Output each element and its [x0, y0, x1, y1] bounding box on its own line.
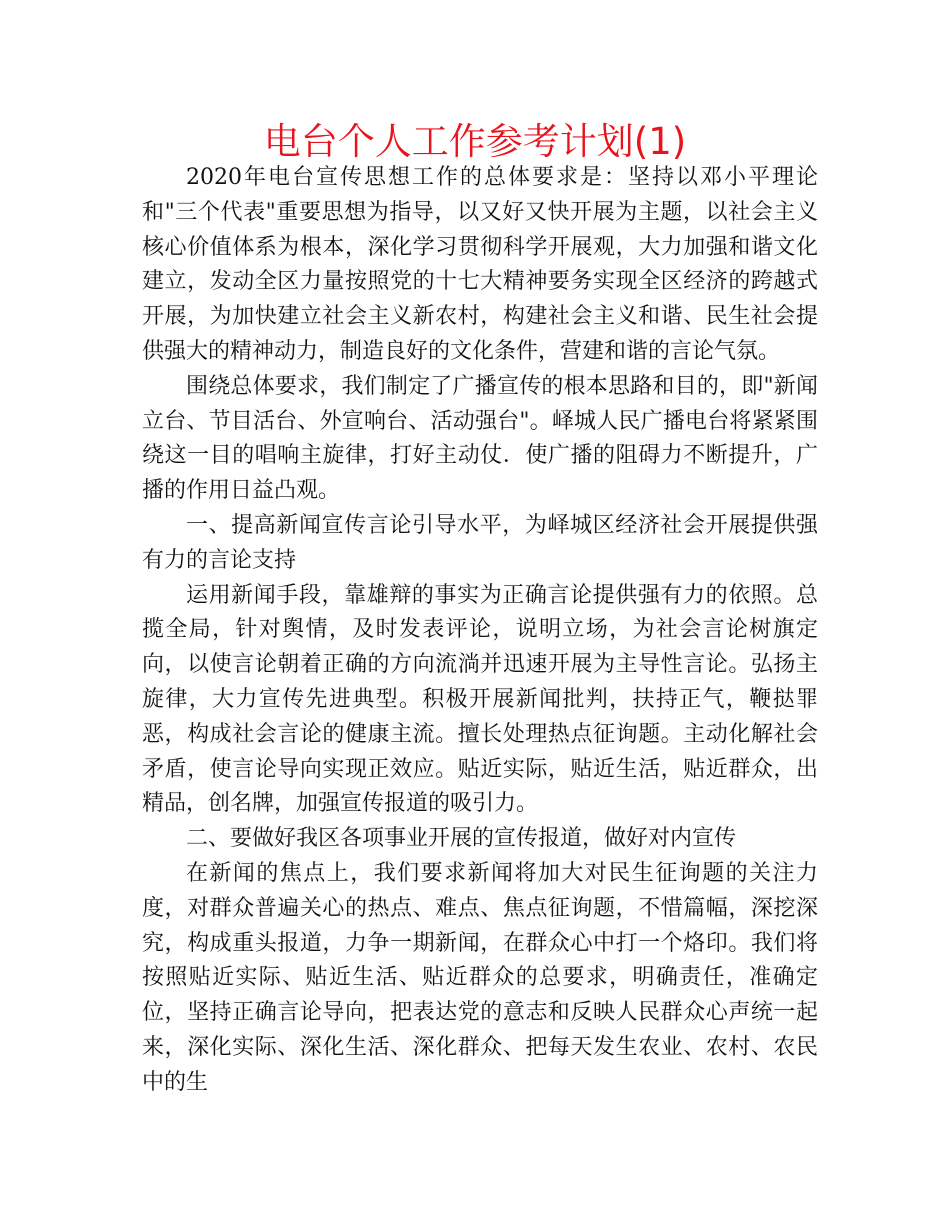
document-body — [142, 161, 818, 1101]
paragraph-general-requirements: 2020年电台宣传思想工作的总体要求是：坚持以邓小平理论和"三个代表"重要思想为指导，以又好又快开展为主题，以社会主义核心价值体系为根本，深化学习贯彻科学开展观，大力加强和谐文化建立，发动全区力量按照党的十七大精神要务实现全区经济的跨越式开展，为加快建立社会主义新农村，构建社会主义和谐、民生社会提供强大的精神动力，制造良好的文化条件，营建和谐的言论气氛。 — [142, 165, 818, 364]
document-title: 电台个人工作参考计划(1) — [263, 120, 687, 163]
paragraph-news-focus: 在新闻的焦点上，我们要求新闻将加大对民生征询题的关注力度，对群众普遍关心的热点、难点、焦点征询题，不惜篇幅，深挖深究，构成重头报道，力争一期新闻，在群众心中打一个烙印。我们将按照贴近实际、贴近生活、贴近群众的总要求，明确责任，准确定位，坚持正确言论导向，把表达党的意志和反映人民群众心声统一起来，深化实际、深化生活、深化群众、把每天发生农业、农村、农民中的生 — [142, 860, 818, 1095]
section-heading-2: 二、要做好我区各项事业开展的宣传报道，做好对内宣传 — [186, 826, 737, 852]
paragraph-basic-approach: 围绕总体要求，我们制定了广播宣传的根本思路和目的，即"新闻立台、节目活台、外宣响台、活动强台"。峄城人民广播电台将紧紧围绕这一目的唱响主旋律，打好主动仗．使广播的阻碍力不断提升，广播的作用日益凸观。 — [142, 373, 818, 504]
section-heading-1: 一、提高新闻宣传言论引导水平，为峄城区经济社会开展提供强有力的言论支持 — [142, 512, 818, 573]
paragraph-news-methods: 运用新闻手段，靠雄辩的事实为正确言论提供强有力的依照。总揽全局，针对舆情，及时发表评论，说明立场，为社会言论树旗定向，以使言论朝着正确的方向流淌并迅速开展为主导性言论。弘扬主旋律，大力宣传先进典型。积极开展新闻批判，扶持正气，鞭挞罪恶，构成社会言论的健康主流。擅长处理热点征询题。主动化解社会矛盾，使言论导向实现正效应。贴近实际，贴近生活，贴近群众，出精品，创名牌，加强宣传报道的吸引力。 — [142, 582, 818, 817]
